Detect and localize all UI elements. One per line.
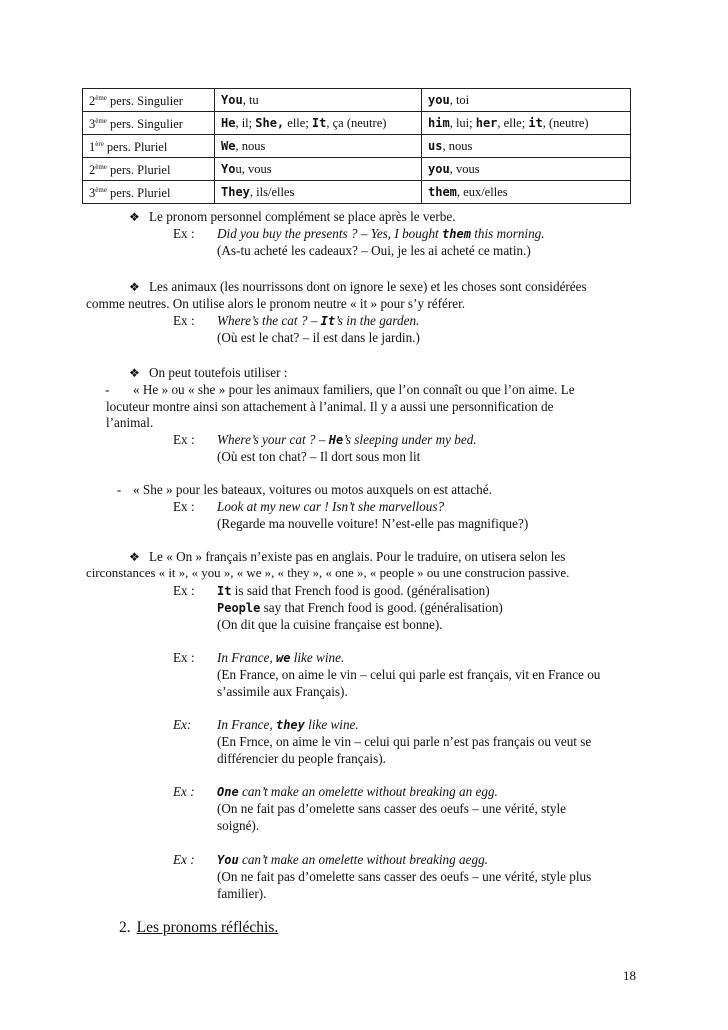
translation: (As-tu acheté les cadeaux? – Oui, je les ai acheté ce matin.) <box>217 243 531 258</box>
example-label: Ex: <box>173 717 192 732</box>
rule-text: On peut toutefois utiliser : <box>149 365 288 380</box>
example-text: In France, we like wine. <box>217 650 345 665</box>
example-text: Where’s the cat ? – It’s in the garden. <box>217 313 420 328</box>
example-label: Ex : <box>173 432 195 447</box>
translation: (Regarde ma nouvelle voiture! N’est-elle pas magnifique?) <box>217 516 529 531</box>
section-number: 2. <box>119 919 131 936</box>
example-line <box>173 851 653 869</box>
example-text: You can’t make an omelette without breaking aegg. <box>217 852 488 867</box>
person-cell: 2ème pers. Pluriel <box>83 158 215 181</box>
rule-text: Le « On » français n’existe pas en anglais. Pour le traduire, on utisera selon les <box>149 549 566 564</box>
section-title: Les pronoms réfléchis. <box>136 919 279 936</box>
example-label: Ex : <box>173 583 195 598</box>
person-cell: 1ère pers. Pluriel <box>83 135 215 158</box>
example-line <box>173 312 653 330</box>
rule-paragraph <box>129 548 644 566</box>
rule-paragraph <box>129 364 649 382</box>
example-label: Ex : <box>173 226 195 241</box>
example-text: Did you buy the presents ? – Yes, I bought them this morning. <box>217 226 545 241</box>
table-row <box>83 135 631 158</box>
example-text: Where’s your cat ? – He’s sleeping under my bed. <box>217 432 477 447</box>
example-text: say that French food is good. (généralisation) <box>260 600 503 615</box>
subject-pronoun-cell: We, nous <box>215 135 422 158</box>
diamond-bullet-icon: ❖ <box>129 210 140 224</box>
translation: (En France, on aime le vin – celui qui parle est français, vit en France ou <box>217 667 601 682</box>
dash-bullet: - <box>105 382 110 397</box>
subject-pronoun-cell: You, tu <box>215 89 422 112</box>
translation: (On ne fait pas d’omelette sans casser des oeufs – une vérité, style plus <box>217 869 592 884</box>
translation: s’assimile aux Français). <box>217 684 348 699</box>
translation: (On ne fait pas d’omelette sans casser des oeufs – une vérité, style <box>217 801 566 816</box>
diamond-bullet-icon: ❖ <box>129 366 140 380</box>
example-text: Look at my new car ! Isn’t she marvellous? <box>217 499 445 514</box>
translation: différencier du people français). <box>217 751 386 766</box>
object-pronoun-cell: him, lui; her, elle; it, (neutre) <box>422 112 631 135</box>
person-cell: 3ème pers. Pluriel <box>83 181 215 204</box>
page-number: 18 <box>623 968 636 983</box>
translation: (En Frnce, on aime le vin – celui qui parle n’est pas français ou veut se <box>217 734 592 749</box>
example-text: One can’t make an omelette without breaking an egg. <box>217 784 498 799</box>
rule-paragraph <box>129 278 644 296</box>
person-cell: 2ème pers. Singulier <box>83 89 215 112</box>
translation: (Où est le chat? – il est dans le jardin.) <box>217 330 420 345</box>
subject-pronoun-cell: You, vous <box>215 158 422 181</box>
translation: familier). <box>217 886 267 901</box>
translation: soigné). <box>217 818 260 833</box>
object-pronoun-cell: them, eux/elles <box>422 181 631 204</box>
example-line: People say that French food is good. (généralisation) <box>217 600 503 615</box>
dash-bullet: - <box>116 482 122 497</box>
rule-paragraph <box>129 208 649 226</box>
example-label: Ex : <box>173 784 195 799</box>
translation: (On dit que la cuisine française est bonne). <box>217 617 443 632</box>
object-pronoun-cell: you, toi <box>422 89 631 112</box>
section-heading <box>119 919 278 936</box>
list-item-continued: locuteur montre ainsi son attachement à l’animal. Il y a aussi une personnification de <box>106 399 554 414</box>
example-line <box>173 498 653 515</box>
rule-text: Les animaux (les nourrissons dont on ignore le sexe) et les choses sont considérées <box>149 279 587 294</box>
example-text: In France, they like wine. <box>217 717 359 732</box>
example-line: Ex : It is said that French food is good. (généralisation) <box>173 583 490 598</box>
table-row <box>83 158 631 181</box>
list-item: - « He » ou « she » pour les animaux familiers, que l’on connaît ou que l’on aime. Le <box>105 382 575 397</box>
diamond-bullet-icon: ❖ <box>129 280 140 294</box>
subject-pronoun-cell: They, ils/elles <box>215 181 422 204</box>
diamond-bullet-icon: ❖ <box>129 550 140 564</box>
example-label: Ex : <box>173 499 195 514</box>
rule-text-continued: comme neutres. On utilise alors le pronom neutre « it » pour s’y référer. <box>86 296 466 311</box>
example-line <box>173 716 653 734</box>
rule-text: Le pronom personnel complément se place après le verbe. <box>149 209 456 224</box>
object-pronoun-cell: us, nous <box>422 135 631 158</box>
example-line <box>173 431 653 449</box>
table-row <box>83 89 631 112</box>
example-text: is said that French food is good. (généralisation) <box>231 583 490 598</box>
table-row <box>83 112 631 135</box>
example-line <box>173 649 653 667</box>
subject-pronoun-cell: He, il; She, elle; It, ça (neutre) <box>215 112 422 135</box>
list-item: - « She » pour les bateaux, voitures ou motos auxquels on est attaché. <box>123 481 644 498</box>
object-pronoun-cell: you, vous <box>422 158 631 181</box>
example-label: Ex : <box>173 852 195 867</box>
example-label: Ex : <box>173 313 195 328</box>
person-cell: 3ème pers. Singulier <box>83 112 215 135</box>
example-label: Ex : <box>173 650 195 665</box>
list-item-continued: l’animal. <box>106 415 154 430</box>
translation: (Où est ton chat? – Il dort sous mon lit <box>217 449 421 464</box>
example-line <box>173 783 653 801</box>
rule-text-continued: circonstances « it », « you », « we », « they », « one », « people » ou une construcion passive. <box>86 566 570 580</box>
example-line <box>173 225 653 243</box>
pronoun-table <box>82 88 631 204</box>
table-row <box>83 181 631 204</box>
